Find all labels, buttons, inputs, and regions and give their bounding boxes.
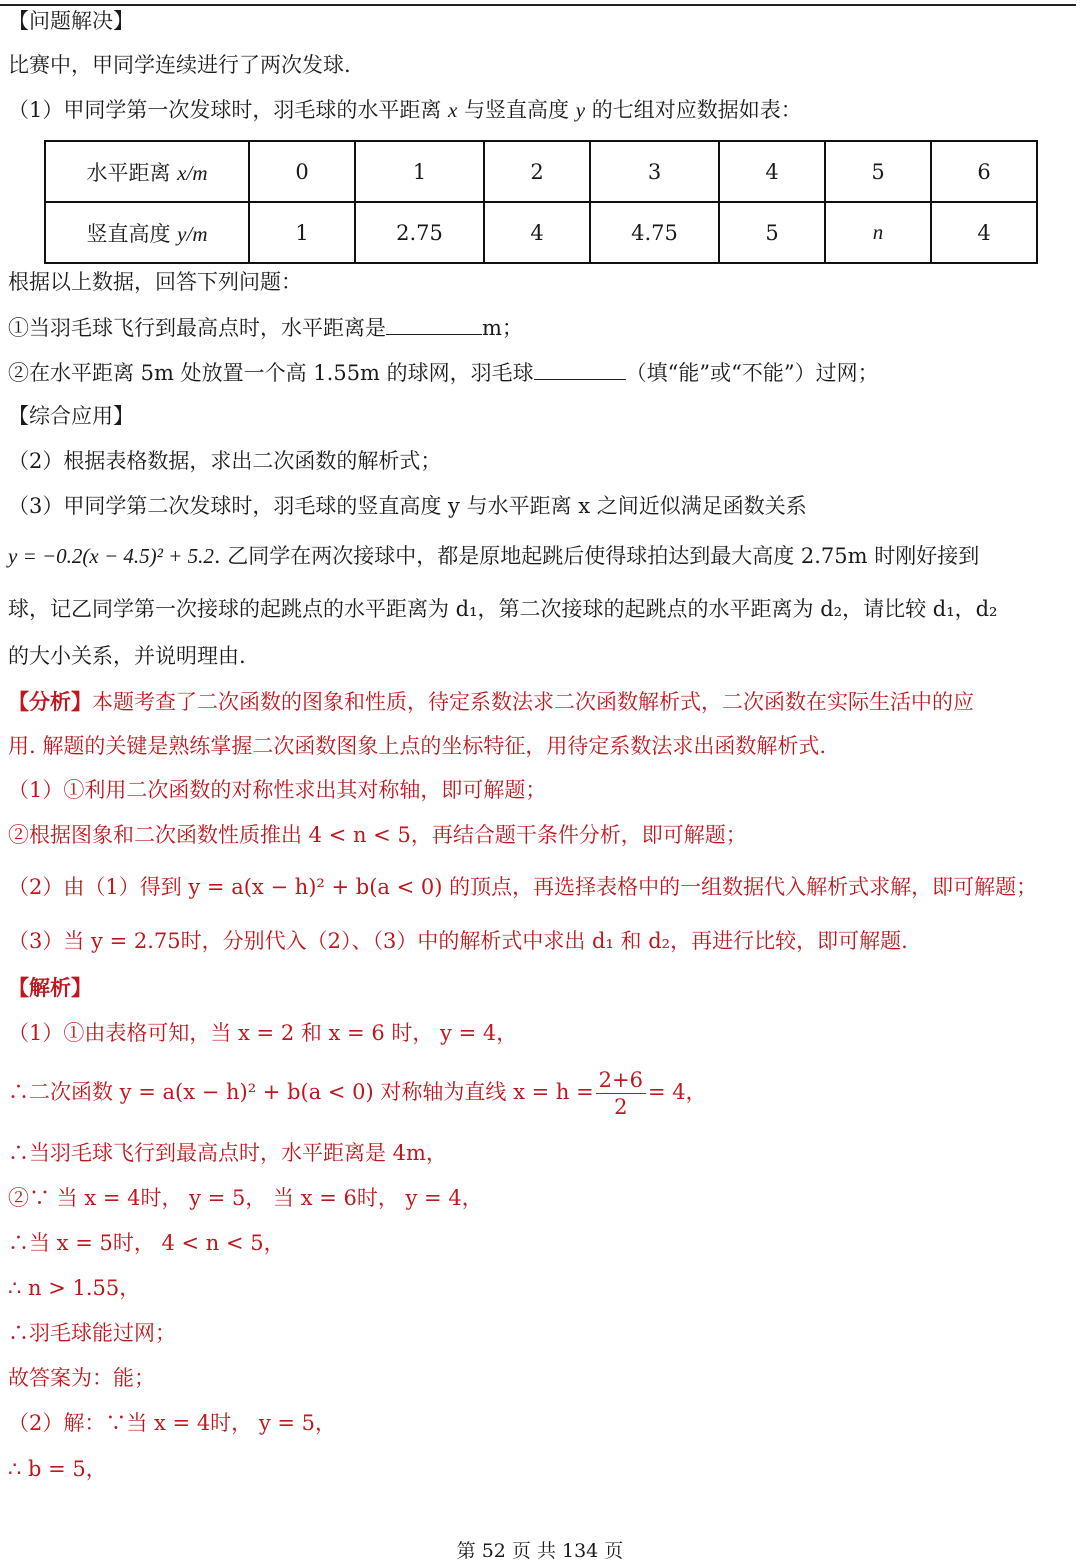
table-cell: 4 [484, 202, 590, 263]
table-cell: 4 [719, 141, 825, 202]
solution-step-3: ∴当羽毛球飞行到最高点时，水平距离是 4m， [8, 1141, 447, 1165]
solution-step-6: ∴ n > 1.55， [8, 1276, 141, 1300]
analysis-line-4: ②根据图象和二次函数性质推出 4 < n < 5，再结合题干条件分析，即可解题； [8, 823, 747, 847]
question-3-line-2: y = −0.2(x − 4.5)² + 5.2. 乙同学在两次接球中，都是原地起跳后使得球拍达到最大高度 2.75m 时刚好接到 [8, 544, 980, 568]
q1-prefix: （1）甲同学第一次发球时，羽毛球的水平距离 [8, 98, 442, 122]
table-cell: 5 [825, 141, 931, 202]
table-cell: 6 [931, 141, 1037, 202]
analysis-line-2: 用. 解题的关键是熟练掌握二次函数图象上点的坐标特征，用待定系数法求出函数解析式. [8, 734, 827, 758]
solution-label: 【解析】 [8, 975, 92, 1000]
solution-step-5: ∴当 x = 5时， 4 < n < 5， [8, 1231, 285, 1255]
solution-step-4: ②∵ 当 x = 4时， y = 5， 当 x = 6时， y = 4， [8, 1186, 483, 1210]
solution-step-2: ∴二次函数 y = a(x − h)² + b(a < 0) 对称轴为直线 x = h = $\frac{2+6}{2}$ = 4， [8, 1068, 707, 1119]
section-apply-heading: 【综合应用】 [8, 404, 134, 428]
sub-question-2: ②在水平距离 5m 处放置一个高 1.55m 的球网，羽毛球 （填“能”或“不能”）过网； [8, 357, 879, 388]
answer-prompt: 根据以上数据，回答下列问题： [8, 270, 302, 294]
table-cell: 4 [931, 202, 1037, 263]
analysis-line-1: 【分析】本题考查了二次函数的图象和性质，待定系数法求二次函数解析式，二次函数在实际生活中的应 [8, 689, 974, 714]
data-table [44, 140, 1038, 264]
table-row-label: 水平距离 x/m [45, 141, 249, 202]
table-cell: 3 [590, 141, 719, 202]
question-2: （2）根据表格数据，求出二次函数的解析式； [8, 449, 442, 473]
q1-suffix: 的七组对应数据如表： [591, 98, 802, 122]
answer-blank [386, 312, 482, 335]
table-row-y [45, 202, 1037, 263]
table-cell: 2.75 [355, 202, 484, 263]
question-3-line-4: 的大小关系，并说明理由. [8, 644, 246, 668]
analysis-label: 【分析】 [8, 689, 92, 714]
table-row-label: 竖直高度 y/m [45, 202, 249, 263]
analysis-line-3: （1）①利用二次函数的对称性求出其对称轴，即可解题； [8, 778, 547, 802]
sub-question-1: ①当羽毛球飞行到最高点时，水平距离是 m； [8, 312, 523, 343]
solution-step-9: （2）解：∵当 x = 4时， y = 5， [8, 1411, 337, 1435]
q1-mid: 与竖直高度 [464, 98, 570, 122]
table-row-x [45, 141, 1037, 202]
section-resolve-heading: 【问题解决】 [8, 9, 134, 33]
solution-step-1: （1）①由表格可知，当 x = 2 和 x = 6 时， y = 4， [8, 1021, 518, 1045]
page-footer: 第 52 页 共 134 页 [456, 1540, 624, 1562]
table-cell: 1 [355, 141, 484, 202]
table-cell: 2 [484, 141, 590, 202]
fraction: $\frac{2+6}{2}$ [596, 1067, 646, 1120]
question-3-line-3: 球，记乙同学第一次接球的起跳点的水平距离为 d₁，第二次接球的起跳点的水平距离为 d₂，请比较 d₁，d₂ [8, 597, 998, 621]
top-rule [0, 4, 1076, 6]
table-cell: 5 [719, 202, 825, 263]
answer-blank [534, 357, 626, 380]
analysis-line-6: （3）当 y = 2.75时，分别代入（2）、（3）中的解析式中求出 d₁ 和 d₂，再进行比较，即可解题. [8, 929, 908, 953]
table-cell: n [825, 202, 931, 263]
solution-step-8: 故答案为：能； [8, 1366, 155, 1390]
var-y: y [575, 98, 586, 122]
var-x: x [448, 98, 458, 122]
table-cell: 0 [249, 141, 355, 202]
q3-formula: y = −0.2(x − 4.5)² + 5.2 [8, 544, 214, 568]
table-cell: 4.75 [590, 202, 719, 263]
analysis-line-5: （2）由（1）得到 y = a(x − h)² + b(a < 0) 的顶点，再选择表格中的一组数据代入解析式求解，即可解题； [8, 875, 1038, 899]
table-cell: 1 [249, 202, 355, 263]
intro-text: 比赛中，甲同学连续进行了两次发球. [8, 53, 351, 77]
solution-step-10: ∴ b = 5， [8, 1457, 107, 1481]
question-1 [8, 95, 802, 125]
question-3-line-1: （3）甲同学第二次发球时，羽毛球的竖直高度 y 与水平距离 x 之间近似满足函数关系 [8, 494, 807, 518]
solution-step-7: ∴羽毛球能过网； [8, 1321, 176, 1345]
